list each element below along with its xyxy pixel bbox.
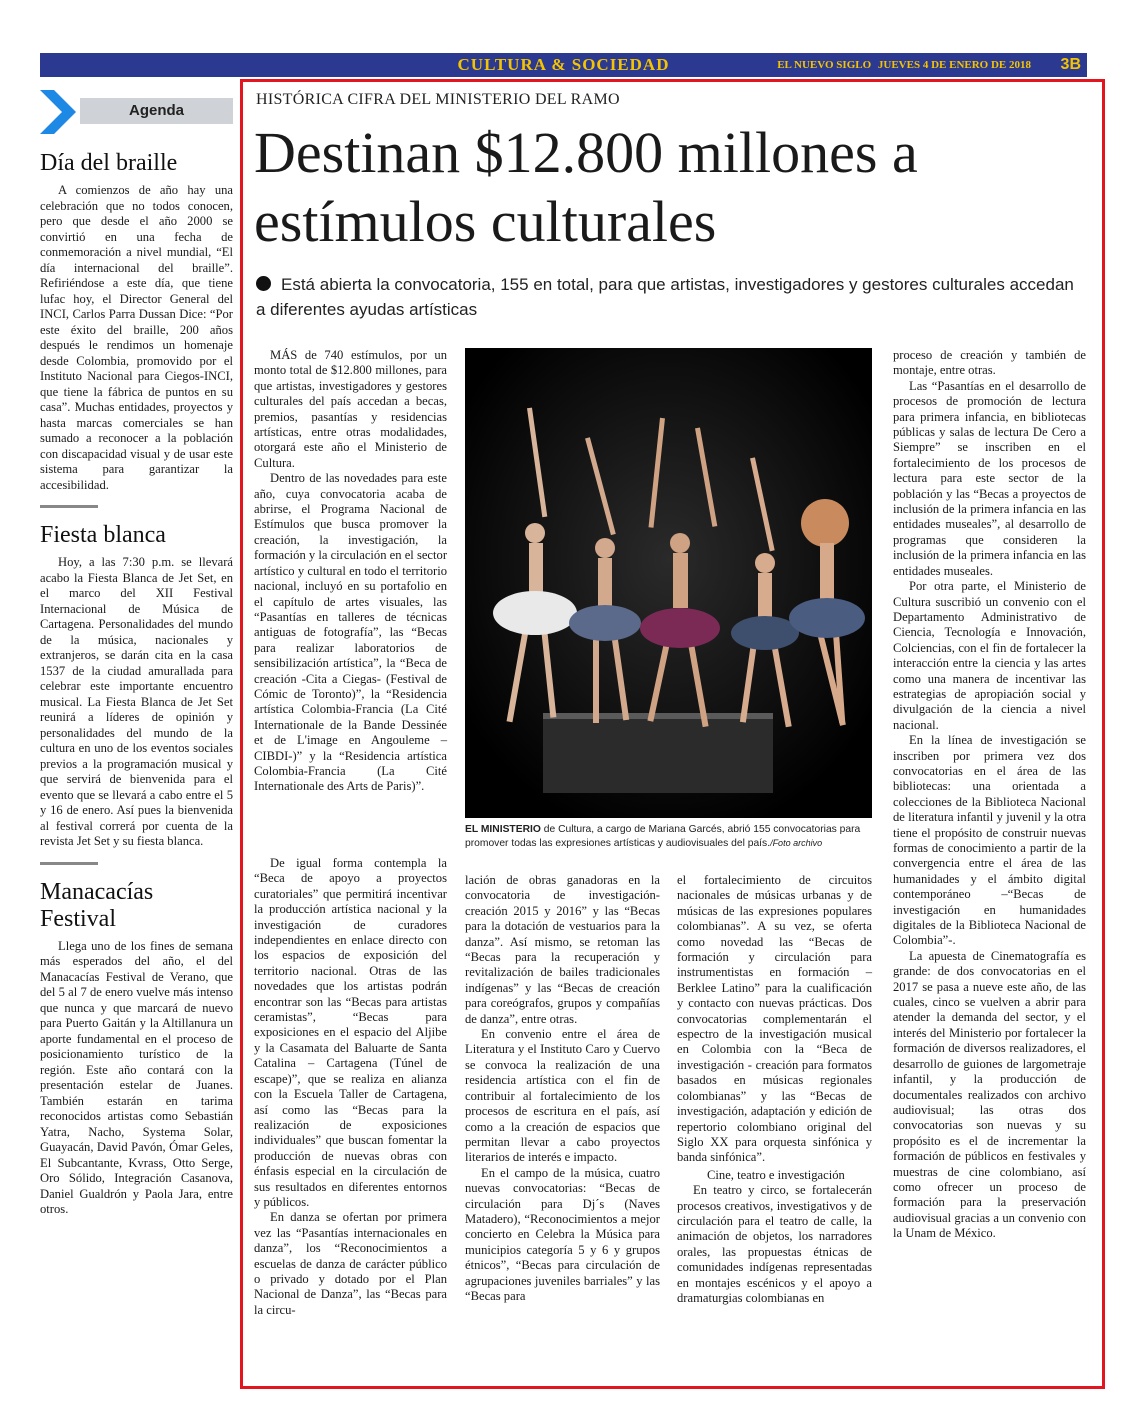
agenda-item-body: A comienzos de año hay una celebración que no todos conocen, pero que desde el año 2000 se convirtió en una fecha de conmemoración a nivel mundial, “El día internacional del braille”. Refiriéndose a este día, que tiene lufac hoy, el Director General del INCI, Carlos Parra Dussan Dice: “Por este éxito del braille, 200 años después le rendimos un homenaje desde Colombia, promovido por el Instituto Nacional para Ciegos-INCI, que tiene la fábrica de puntos en su casa”. Muchas entidades, proyectos y hasta marcas comerciales se han sumado a reconocer a la población con discapacidad visual y de usar este sistema para garantizar la accesibilidad.: [40, 183, 233, 492]
bullet-icon: [256, 276, 271, 291]
article-paragraph: MÁS de 740 estímulos, por un monto total de $12.800 millones, para que artistas, investigadores y gestores culturales del país accedan a becas, premios, pasantías y residencias artísticas, entre otras modalidades, otorgará este año el Ministerio de Cultura.: [254, 348, 447, 470]
photo-credit: /Foto archivo: [770, 837, 823, 848]
article-paragraph: En danza se ofertan por primera vez las “Pasantías internacionales en danza”, los “Reconocimientos a escuelas de danza de carácter público o privado y dotado por el Plan Nacional de Danza”, las “Becas para la circu-: [254, 1210, 447, 1317]
article-kicker: HISTÓRICA CIFRA DEL MINISTERIO DEL RAMO: [256, 91, 620, 108]
agenda-tag: [40, 90, 233, 134]
section-header-bar: [40, 53, 1087, 77]
article-paragraph: En el campo de la música, cuatro nuevas convocatorias: “Becas de circulación para Dj´s (Naves Matadero), “Reconocimientos a mejor concierto en Celebra la Música para municipios categoría 5 y 6 y grupos étnicos”, “Becas para circulación de agrupaciones juveniles barriales” y las “Becas para: [465, 1165, 660, 1303]
caption-lead: EL MINISTERIO: [465, 824, 541, 835]
agenda-item-title: Fiesta blanca: [40, 522, 166, 548]
agenda-item-body: Llega uno de los fines de semana más esperados del año, el del Manacacías Festival de Verano, que del 5 al 7 de enero vuelve más intenso que nunca y que marcará de nuevo para Puerto Gaitán y la Altillanura un aporte fundamental en el proceso de posicionamiento turístico de la región. Este año contará con la presentación estelar de Juanes. También estarán en tarima reconocidos artistas como Sebastián Yatra, Nacho, Systema Solar, Guayacán, David Pavón, Ómar Geles, El Subcantante, Kvrass, Otto Serge, Oro Sólido, Integración Casanova, Daniel Gualdrón y Paola Jara, entre otros.: [40, 938, 233, 1216]
photo-caption: [465, 823, 872, 850]
dance-photo: [465, 348, 872, 818]
agenda-item-title: Día del braille: [40, 150, 178, 176]
article-paragraph: En convenio entre el área de Literatura y el Instituto Caro y Cuervo se convoca la realización de una residencia artística con el fin de contribuir al fortalecimiento de los procesos de escritura en el país, así como a la creación de espacios que permitan llevar a cabo proyectos literarios de interés e impacto.: [465, 1027, 660, 1165]
section-name: CULTURA & SOCIEDAD: [457, 55, 670, 74]
article-paragraph: La apuesta de Cinematografía es grande: de dos convocatorias en el 2017 se pasa a nueve este año, de las cuales, cinco se vuelven a abrir para atender la demanda del sector, y el interés del Ministerio por fortalecer la formación de diversos realizadores, el desarrollo de guiones de largometraje infantil, y la producción de documentales realizados con archivo audiovisual; las otras dos convocatorias son nuevas y su propósito es el de incrementar la formación de públicos en festivales y muestras de cine colombiano, así como ofrecer un proceso de formación para la preservación audiovisual gracias a un convenio con la Unam de México.: [893, 948, 1086, 1241]
divider: [40, 862, 98, 865]
article-column-2: [465, 873, 660, 1304]
paper-name: EL NUEVO SIGLO: [777, 59, 872, 71]
article-paragraph: proceso de creación y también de montaje, entre otras.: [893, 348, 1086, 378]
masthead-line: [777, 53, 1031, 77]
caption-text: de Cultura, a cargo de Mariana Garcés, abrió 155 convocatorias para promover todas las expresiones artísticas y audiovisuales del país.: [465, 824, 861, 849]
dancers-image: [465, 348, 872, 818]
article-column-3: [677, 873, 872, 1306]
article-headline: Destinan $12.800 millones a estímulos culturales: [254, 120, 918, 254]
article-paragraph: En teatro y circo, se fortalecerán procesos creativos, investigativos y de circulación para el teatro de calle, la animación de objetos, los narradores orales, las propuestas étnicas de comunidades indígenas representadas en montajes escénicos y el apoyo a dramaturgias colombianas en: [677, 1183, 872, 1305]
issue-date: JUEVES 4 DE ENERO DE 2018: [877, 59, 1031, 71]
agenda-label: Agenda: [80, 98, 233, 124]
deck-text: Está abierta la convocatoria, 155 en total, para que artistas, investigadores y gestores culturales accedan a diferentes ayudas artísticas: [256, 275, 1074, 319]
article-paragraph: lación de obras ganadoras en la convocatoria de investigación-creación 2015 y 2016” y las “Becas para la dotación de vestuarios para la danza”. Así mismo, se retoman las “Becas para la recuperación y revitalización de bailes tradicionales indígenas” y las “Becas de creación para coreógrafos, grupos y compañías de danza”, entre otras.: [465, 873, 660, 1026]
agenda-item-title: Manacacías Festival: [40, 878, 154, 932]
divider: [40, 505, 98, 508]
article-paragraph: Por otra parte, el Ministerio de Cultura suscribió un convenio con el Departamento Administrativo de Ciencia, Tecnología e Innovación, Colciencias, con el fin de fortalecer la interacción entre la ciencia y las artes como una manera de incentivar las estrategias de apropiación social y divulgación de la ciencia a nivel nacional.: [893, 579, 1086, 732]
article-paragraph: Las “Pasantías en el desarrollo de procesos de promoción de lectura para primera infancia, en bibliotecas públicas y salas de lectura De Cero a Siempre” se inscriben en el fortalecimiento de los procesos de lectura para este sector de la población y las “Becas a proyectos de inclusión de la primera infancia en las entidades museales”, al desarrollo de programas que consideren la inclusión de la primera infancia en las entidades museales.: [893, 378, 1086, 578]
chevron-right-icon: [40, 90, 76, 134]
page-number: 3B: [1060, 56, 1081, 73]
agenda-column: [40, 90, 233, 1218]
agenda-item-body: Hoy, a las 7:30 p.m. se llevará acabo la Fiesta Blanca de Jet Set, en el marco del XII Festival Internacional de Música de Cartagena. Personalidades del mundo de la música, nacionales y extranjeros, se darán cita en la casa 1537 de la ciudad amurallada para celebrar este importante encuentro musical. La Fiesta Blanca de Jet Set reunirá a líderes de opinión y personalidades del mundo de la cultura en uno de los eventos sociales previos a la programación musical y que servirá de bienvenida para el evento que se llevará a cabo entre el 5 y 16 de enero. Así pues la bienvenida al festival correrá por cuenta de la revista Jet Set y su fiesta blanca.: [40, 555, 233, 848]
article-subheading: Cine, teatro e investigación: [707, 1167, 845, 1182]
article-column-1-continued: [254, 856, 447, 1318]
article-deck: [256, 272, 1076, 322]
article-paragraph: Dentro de las novedades para este año, cuya convocatoria acaba de abrirse, el Programa Nacional de Estímulos que busca promover la creación, la investigación, la formación y la circulación en el sector artístico y cultural en todo el territorio nacional, incluyó en su portafolio en el capítulo de artes visuales, las “Pasantías en talleres de técnicas antiguas de fotografía”, las “Becas para realizar laboratorios de sensibilización artística”, la “Beca de creación -Cita a Ciegas- (Festival de Cómic de Toronto)”, la “Residencia artística Colombia-Francia (La Cité Internationale de la Bande Dessinée et de L'image en Angouleme – CIBDI-)” y la “Residencia artística Colombia-Francia (La Cité Internationale des Arts de Paris)”.: [254, 471, 448, 794]
article-column-1: [254, 348, 447, 795]
article-column-4: [893, 348, 1086, 1242]
article-paragraph: De igual forma contempla la “Beca de apoyo a proyectos curatoriales” que permitirá incentivar la producción artística nacional y la investigación de curadores independientes en enlace directo con los espacios de exposición del territorio nacional. Otras de las novedades que los artistas podrán encontrar son las “Becas para artistas ceramistas”, “Becas para exposiciones en el espacio del Aljibe y la Casamata del Baluarte de Santa Catalina – Cartagena (Túnel de escape)”, que se realiza en alianza con la Escuela Taller de Cartagena, así como las “Becas para la realización de exposiciones individuales” que buscan fomentar la producción de nuevas obras con énfasis especial en la circulación de sus resultados en diferentes entornos y públicos.: [254, 856, 447, 1209]
article-paragraph: En la línea de investigación se inscriben por primera vez dos convocatorias en el área de las bibliotecas: una orientada a colecciones de la Biblioteca Nacional de literatura infantil y juvenil y la otra tiene el propósito de construir nuevas formas de conocimiento a partir de la convergencia entre el área de las humanidades y el ámbito digital contemporáneo –“Becas de investigación en humanidades digitales de la Biblioteca Nacional de Colombia”-.: [893, 733, 1086, 948]
article-paragraph: el fortalecimiento de circuitos nacionales de músicas urbanas y de músicas de las expresiones populares colombianas”. A su vez, se oferta como novedad las “Becas de formación y circulación para instrumentistas en formación – Berklee Latino” para la cualificación y contacto con nuevas prácticas. Dos convocatorias complementarán el espectro de la investigación musical en Colombia con la “Beca de investigación - creación para formatos basados en músicas regionales colombianas” y las “Becas de investigación, adaptación y edición de repertorio colombiano original del Siglo XX para orquesta sinfónica y banda sinfónica”.: [677, 873, 872, 1165]
